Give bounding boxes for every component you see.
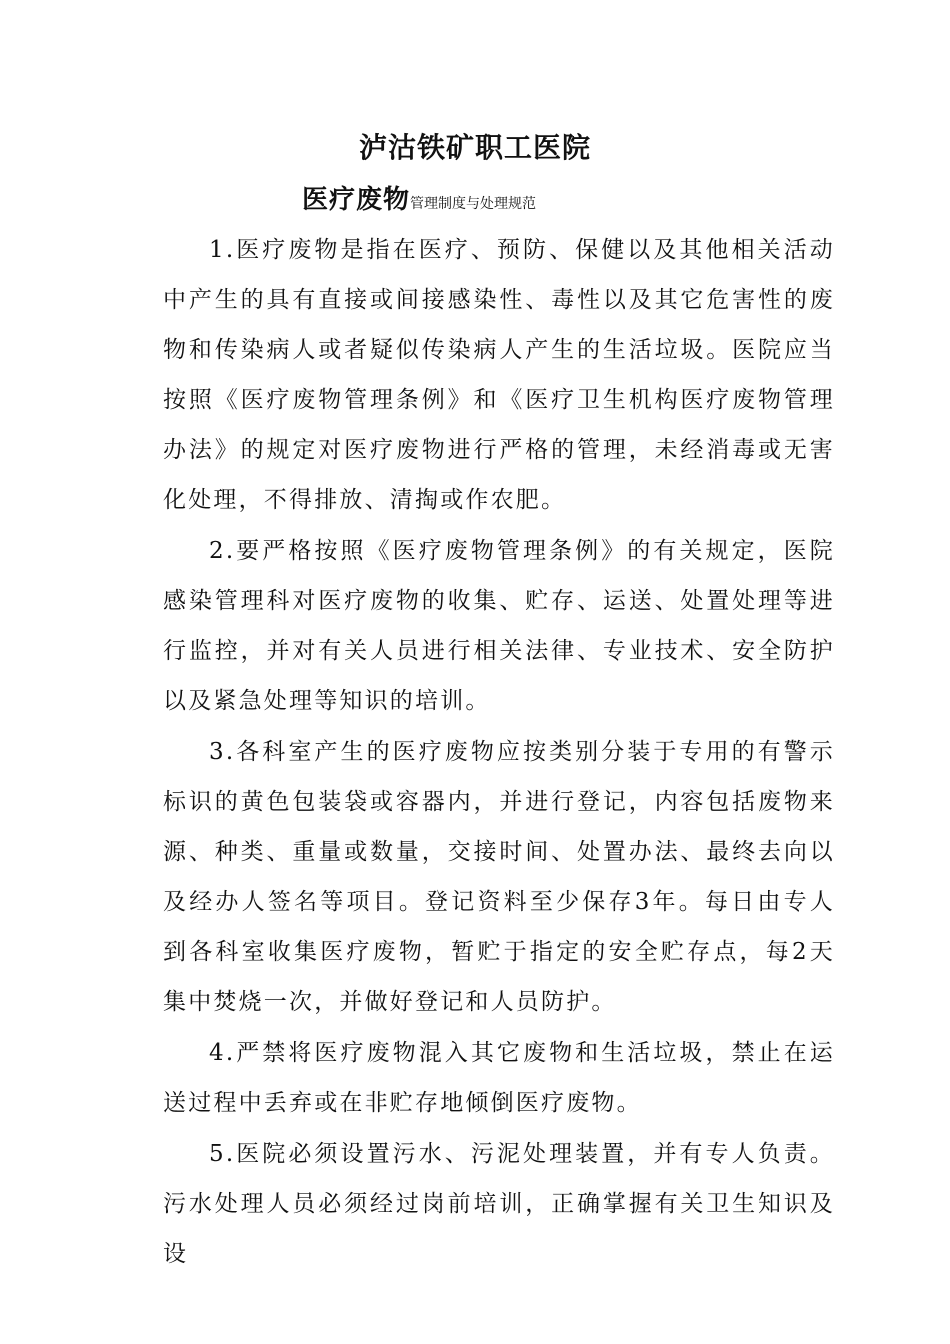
paragraph-4: 4.严禁将医疗废物混入其它废物和生活垃圾，禁止在运送过程中丢弃或在非贮存地倾倒医疗废物。 xyxy=(163,1040,835,1116)
document-subtitle xyxy=(302,182,536,222)
paragraph-5: 5.医院必须设置污水、污泥处理装置，并有专人负责。污水处理人员必须经过岗前培训，正确掌握有关卫生知识及设 xyxy=(163,1141,835,1267)
paragraph-2: 2.要严格按照《医疗废物管理条例》的有关规定，医院感染管理科对医疗废物的收集、贮存、运送、处置处理等进行监控，并对有关人员进行相关法律、专业技术、安全防护以及紧急处理等知识的培训。 xyxy=(163,538,835,714)
subtitle-small: 管理制度与处理规范 xyxy=(410,196,537,212)
document-body xyxy=(163,225,835,1280)
subtitle-main: 医疗废物 xyxy=(302,185,411,215)
paragraph-3: 3.各科室产生的医疗废物应按类别分装于专用的有警示标识的黄色包装袋或容器内，并进行登记，内容包括废物来源、种类、重量或数量，交接时间、处置办法、最终去向以及经办人签名等项目。登记资料至少保存3年。每日由专人到各科室收集医疗废物，暂贮于指定的安全贮存点，每2天集中焚烧一次，并做好登记和人员防护。 xyxy=(163,739,835,1015)
paragraph-1: 1.医疗废物是指在医疗、预防、保健以及其他相关活动中产生的具有直接或间接感染性、毒性以及其它危害性的废物和传染病人或者疑似传染病人产生的生活垃圾。医院应当按照《医疗废物管理条例》和《医疗卫生机构医疗废物管理办法》的规定对医疗废物进行严格的管理，未经消毒或无害化处理，不得排放、清掏或作农肥。 xyxy=(163,237,835,513)
document-title: 泸沽铁矿职工医院 xyxy=(358,131,591,164)
